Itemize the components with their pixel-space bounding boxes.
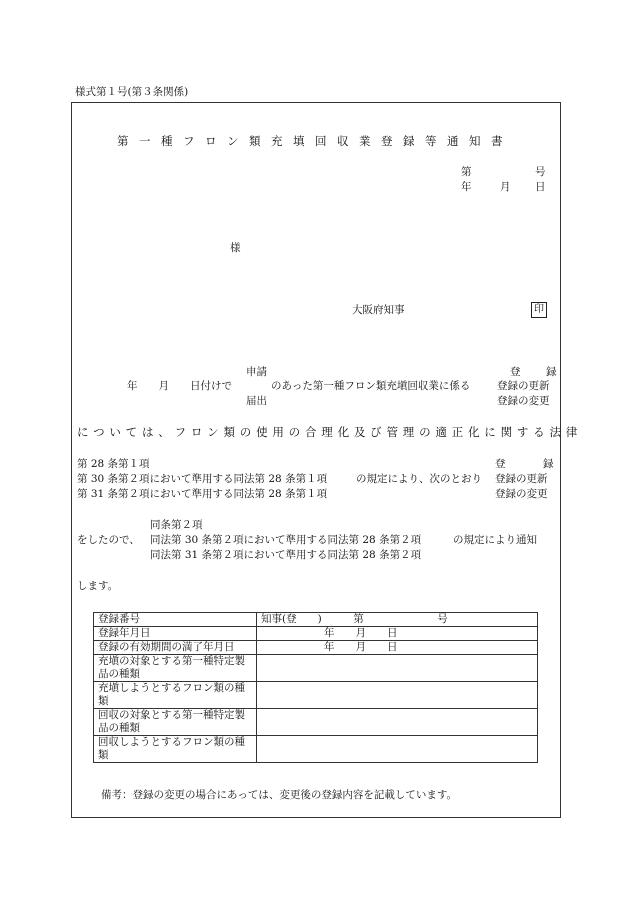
- table-value: [257, 655, 538, 682]
- table-label: 回収しようとするフロン類の種類: [94, 736, 257, 763]
- date-year: 年: [461, 181, 472, 193]
- footnote: 備考：登録の変更の場合にあっては、変更後の登録内容を記載しています。: [101, 789, 458, 801]
- registration-table: [93, 612, 538, 763]
- table-label: 登録番号: [94, 613, 257, 627]
- law-line: については、フロン類の使用の合理化及び管理の適正化に関する法律: [77, 425, 583, 439]
- table-row: [94, 641, 538, 655]
- date-day: 日: [535, 181, 546, 193]
- table-value: [257, 682, 538, 709]
- form-id: 様式第１号(第３条関係): [75, 86, 189, 98]
- para2-reg-update: 登録の更新: [495, 473, 548, 485]
- para1-reg-change: 登録の変更: [497, 395, 550, 407]
- table-value: 知事(登 ) 第 号: [257, 613, 538, 627]
- issuer: 大阪府知事: [352, 304, 405, 316]
- table-label: 充塡しようとするフロン類の種類: [94, 682, 257, 709]
- number-go: 号: [535, 166, 546, 178]
- table-label: 回収の対象とする第一種特定製品の種類: [94, 709, 257, 736]
- table-value: 年 月 日: [257, 641, 538, 655]
- table-value: 年 月 日: [257, 627, 538, 641]
- para2-line1: 第 28 条第１項: [77, 458, 150, 470]
- para2-reg-change: 登録の変更: [495, 488, 548, 500]
- para2-line3: 第 31 条第２項において準用する同法第 28 条第１項: [77, 488, 328, 500]
- option-shinsei: 申請: [246, 366, 267, 378]
- para2-reg-tou: 登: [495, 458, 506, 470]
- seal-mark: 印: [531, 302, 547, 318]
- para2-line2: 第 30 条第２項において準用する同法第 28 条第１項: [77, 473, 328, 485]
- date-month: 月: [500, 181, 511, 193]
- para2-middle: の規定により、次のとおり: [356, 473, 482, 485]
- option-todokede: 届出: [246, 395, 267, 407]
- para3-line3: 同法第 31 条第２項において準用する同法第 28 条第２項: [150, 549, 422, 561]
- para1-reg-roku: 録: [546, 366, 557, 378]
- table-value: [257, 709, 538, 736]
- table-row: [94, 613, 538, 627]
- para3-prefix: をしたので、: [77, 534, 140, 546]
- table-row: [94, 736, 538, 763]
- para3-suffix: の規定により通知: [453, 534, 537, 546]
- para2-reg-roku: 録: [543, 458, 554, 470]
- table-label: 登録の有効期間の満了年月日: [94, 641, 257, 655]
- table-row: [94, 655, 538, 682]
- para3-line1: 同条第２項: [150, 519, 203, 531]
- shimasu-text: します。: [77, 580, 119, 592]
- table-label: 登録年月日: [94, 627, 257, 641]
- table-row: [94, 709, 538, 736]
- table-value: [257, 736, 538, 763]
- table-row: [94, 682, 538, 709]
- document-title: 第一種フロン類充填回収業登録等通知書: [117, 134, 513, 148]
- table-label: 充塡の対象とする第一種特定製品の種類: [94, 655, 257, 682]
- para1-middle: のあった第一種フロン類充塡回収業に係る: [271, 380, 471, 392]
- addressee-suffix: 様: [230, 242, 241, 254]
- para1-date: 年 月 日付けで: [127, 380, 232, 392]
- table-row: [94, 627, 538, 641]
- para3-line2: 同法第 30 条第２項において準用する同法第 28 条第２項: [150, 534, 422, 546]
- number-dai: 第: [461, 166, 472, 178]
- para1-reg-update: 登録の更新: [497, 380, 550, 392]
- para1-reg-tou: 登: [510, 366, 521, 378]
